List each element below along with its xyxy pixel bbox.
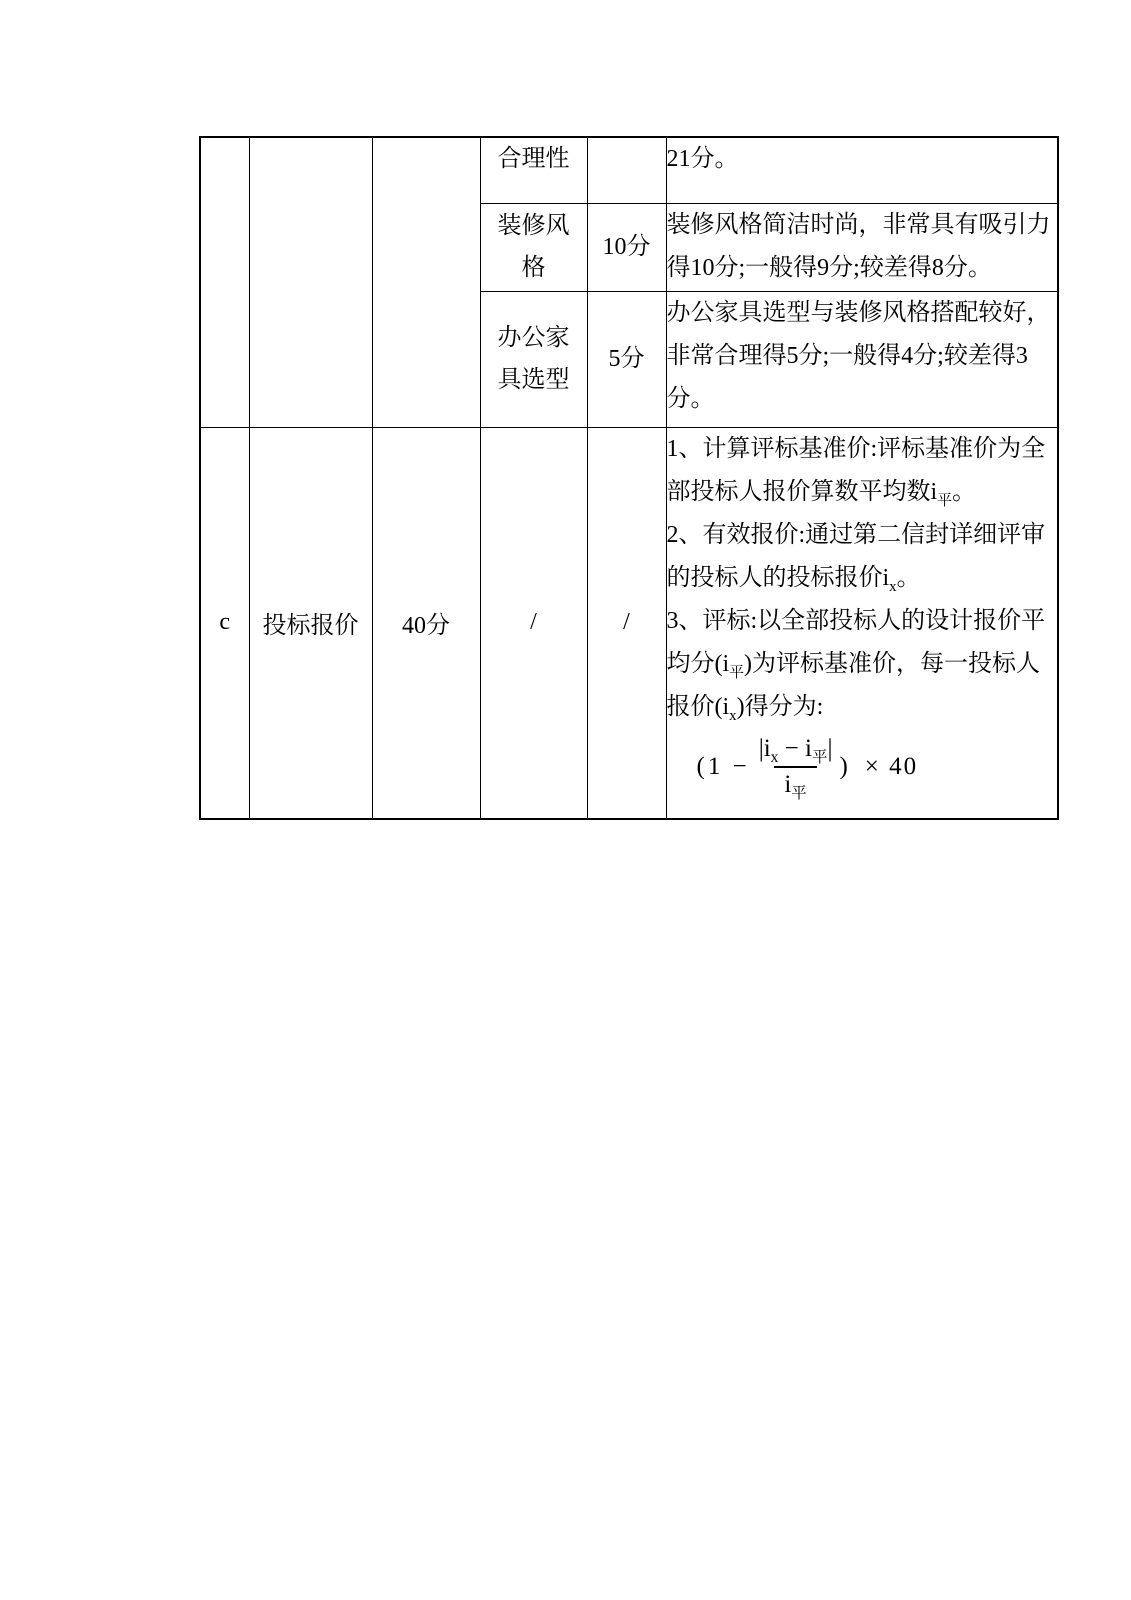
cell-sub-criterion: / [480,427,587,819]
cell-sub-score: / [587,427,666,819]
text-line: 得10分;一般得9分;较差得8分。 [666,254,992,281]
cell-sub-score: 5分 [587,291,666,427]
cell-sub-score [587,137,666,203]
cell-sub-score: 10分 [587,203,666,291]
text-line: 办公家 [497,325,570,351]
formula-numerator: $|i_x - i_平|$ [758,734,833,766]
cell-item-name: 投标报价 [249,427,372,819]
text-line: 非常合理得5分;一般得4分;较差得3 [666,342,1028,369]
cell-description [666,427,1058,819]
cell-serial-empty [200,137,249,427]
text-line: 21分。 [666,146,739,172]
cell-description [666,203,1058,291]
text-line: 1、计算评标基准价:评标基准价为全 [666,435,1046,462]
text-line: 合理性 [497,146,570,172]
text-line: 部投标人报价算数平均数$i_平$。 [666,478,977,509]
cell-description [666,291,1058,427]
text-line: 报价$(i_x)$得分为: [666,693,824,724]
formula-multiplier: × 40 [864,752,919,780]
cell-description [666,137,1058,203]
text-line: 2、有效报价:通过第二信封详细评审 [666,521,1046,548]
text-line: 3、评标:以全部投标人的设计报价平 [666,607,1046,634]
cell-item-name-empty [249,137,372,427]
cell-item-weight: 40分 [372,427,480,819]
cell-sub-criterion [480,291,587,427]
cell-sub-criterion [480,203,587,291]
cell-item-weight-empty [372,137,480,427]
text-line: 均分$(i_平)$为评标基准价，每一投标人 [666,650,1041,681]
subscript: 平 [729,664,745,681]
subscript: x [770,748,779,766]
row-c-bid-price [200,427,1058,819]
text-line: 分。 [666,385,715,412]
formula-open: (1 − [696,752,750,780]
subscript: x [889,578,897,595]
text-line: 办公家具选型与装修风格搭配较好， [666,299,1051,326]
formula-denominator: $i_平$ [774,766,816,799]
cell-sub-criterion [480,137,587,203]
subscript: x [729,707,737,724]
subscript: 平 [937,492,953,509]
text-line: 装修风 [497,213,570,239]
subscript: 平 [811,748,828,766]
evaluation-criteria-table [199,136,1059,820]
subscript: 平 [791,784,807,802]
text-line: 的投标人的投标报价$i_x$。 [666,564,921,595]
continuation-row-1 [200,137,1058,203]
text-line: 具选型 [497,367,570,393]
description-lines [667,428,1058,729]
text-line: 装修风格简洁时尚，非常具有吸引力 [666,211,1051,238]
cell-serial: c [200,427,249,819]
formula [696,734,1058,802]
text-line: 格 [521,255,546,281]
formula-fraction [755,734,837,802]
formula-close: ) [839,752,851,780]
